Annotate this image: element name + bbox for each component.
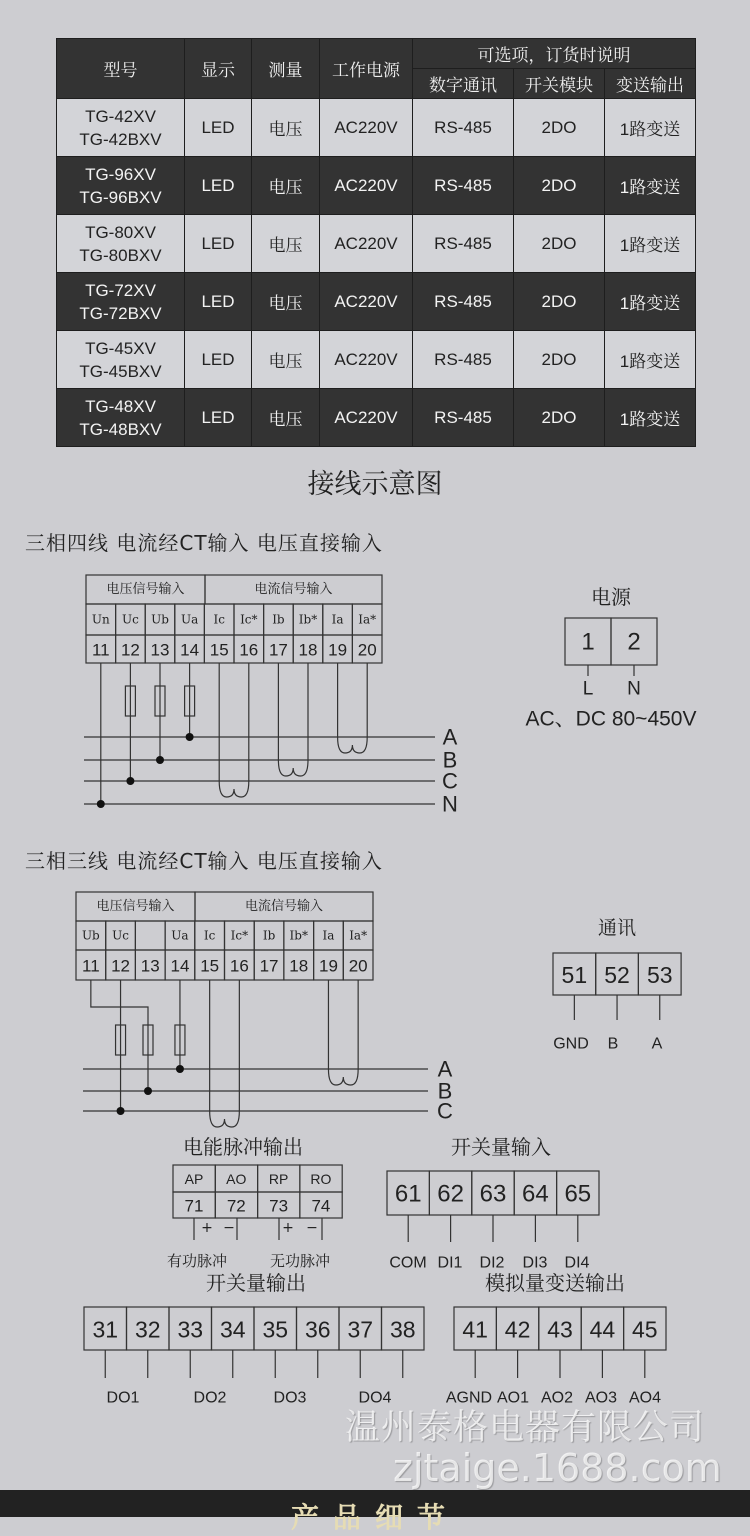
signal-label: RP [268,1171,289,1187]
model-name: TG-96XV [85,164,156,184]
signal-label: Ic* [240,612,258,627]
terminal-number: 13 [140,956,160,976]
terminal-number: 12 [111,956,131,976]
cell-power: AC220V [320,331,413,389]
group-label: 电压信号输入 [96,899,175,914]
header-comm: 数字通讯 [413,69,514,99]
terminal-number: 42 [504,1316,531,1343]
cell-power: AC220V [320,99,413,157]
terminal-number: 72 [226,1196,246,1216]
terminal-number: 16 [239,640,259,660]
cell-display: LED [185,389,252,447]
junction-dot [176,1065,184,1073]
junction-dot [97,800,105,808]
terminal-number: 41 [462,1316,488,1343]
terminal-number: 37 [347,1316,374,1343]
group-label: 电流信号输入 [254,582,333,597]
model-name: TG-48XV [85,396,156,416]
terminal-number: 65 [564,1180,592,1208]
ao-label: AO2 [540,1389,574,1407]
cell-display: LED [185,331,252,389]
pulse-title: 电能脉冲输出 [183,1135,303,1159]
ct-coil [210,1111,240,1127]
terminal-number: 19 [318,956,338,976]
di-label: DI4 [564,1254,590,1272]
signal-label: Ua [171,928,189,943]
polarity-sign: − [223,1220,235,1236]
comm-label: B [607,1035,619,1053]
terminal-number: 19 [328,640,348,660]
ao-label: AGND [445,1389,493,1407]
phase-label: B [442,747,458,773]
cell-switch: 2DO [514,389,605,447]
junction-dot [117,1107,125,1115]
terminal-number: 74 [311,1196,331,1216]
signal-label: Uc [112,928,129,943]
cell-power: AC220V [320,273,413,331]
cell-switch: 2DO [514,273,605,331]
ct-coil [338,737,368,753]
signal-label: AO [226,1171,247,1187]
group-label: 电压信号输入 [106,582,185,597]
terminal-number: 62 [437,1180,464,1208]
cell-switch: 2DO [514,215,605,273]
cell-switch: 2DO [514,99,605,157]
cell-comm: RS-485 [413,215,514,273]
header-model: 型号 [57,39,185,99]
model-name: TG-80XV [85,222,156,242]
di-label: DI1 [437,1254,463,1272]
terminal-number: 15 [209,640,229,660]
polarity-sign: + [201,1220,213,1236]
model-name-b: TG-72BXV [79,303,162,323]
terminal-number: 16 [229,956,249,976]
signal-label: Ib [272,612,285,627]
terminal-number: 18 [289,956,309,976]
signal-label: Ia [331,612,344,627]
signal-label: Ub [81,928,100,943]
terminal-number: 2 [627,628,641,656]
power-label: L [582,678,594,700]
terminal-number: 17 [259,956,279,976]
signal-label: Uc [121,612,139,627]
comm-label: GND [553,1035,589,1053]
terminal-number: 31 [92,1316,119,1343]
header-transmit: 变送输出 [605,69,696,99]
ao-label: AO1 [496,1389,530,1407]
signal-label: Ia* [358,612,377,627]
terminal-number: 53 [646,962,673,988]
cell-transmit: 1路变送 [605,331,696,389]
terminal-number: 34 [219,1316,246,1343]
phase-label: N [442,791,458,817]
header-options: 可选项，订货时说明 [413,39,696,69]
signal-label: Ua [180,612,199,627]
phase-label: C [437,1098,453,1124]
ao-label: AO4 [628,1389,662,1407]
power-title: 电源 [591,585,631,609]
model-name-b: TG-48BXV [79,419,162,439]
model-name: TG-72XV [85,280,156,300]
phase-label: A [437,1056,453,1082]
footer-band [0,1490,750,1534]
header-power: 工作电源 [320,39,413,99]
terminal-number: 64 [522,1180,549,1208]
pulse-label: 无功脉冲 [269,1252,331,1270]
ct-coil [328,1069,358,1085]
terminal-number: 12 [120,640,140,660]
diagram1-title: 三相四线 电流经CT输入 电压直接输入 [25,531,383,555]
terminal-number: 11 [91,640,110,660]
section-title: 接线示意图 [307,469,443,500]
terminal-number: 61 [394,1180,422,1208]
power-spec: AC、DC 80~450V [525,707,697,731]
cell-comm: RS-485 [413,157,514,215]
terminal-number: 14 [180,640,200,660]
di-label: COM [389,1254,427,1272]
model-name-b: TG-80BXV [79,245,162,265]
watermark-site: zjtaige.1688.com [393,1446,722,1490]
model-name: TG-45XV [85,338,156,358]
polarity-sign: + [282,1220,294,1236]
terminal-number: 63 [479,1180,507,1208]
signal-label: Ia* [349,928,368,943]
signal-label: RO [310,1171,332,1187]
model-name: TG-42XV [85,106,156,126]
cell-power: AC220V [320,389,413,447]
diagram2-title: 三相三线 电流经CT输入 电压直接输入 [25,849,383,873]
signal-label: Ic [203,928,216,943]
do-label: DO1 [106,1389,140,1407]
phase-label: C [442,768,458,794]
signal-label: Ib* [289,928,308,943]
header-measure: 测量 [252,39,320,99]
comm-title: 通讯 [597,917,637,939]
phase-label: A [442,724,458,750]
terminal-number: 1 [581,628,595,656]
cell-transmit: 1路变送 [605,389,696,447]
watermark-company: 温州泰格电器有限公司 [345,1408,706,1448]
cell-display: LED [185,215,252,273]
signal-label: AP [184,1171,204,1187]
terminal-number: 20 [348,956,368,976]
group-label: 电流信号输入 [244,899,324,914]
terminal-number: 20 [357,640,377,660]
cell-transmit: 1路变送 [605,215,696,273]
cell-display: LED [185,99,252,157]
cell-comm: RS-485 [413,389,514,447]
signal-cell [135,921,165,950]
di-label: DI2 [479,1254,505,1272]
cell-transmit: 1路变送 [605,157,696,215]
power-label: N [627,678,641,700]
terminal-number: 43 [547,1316,573,1343]
wire [91,980,148,1091]
di-title: 开关量输入 [451,1135,551,1159]
terminal-number: 38 [389,1316,416,1343]
di-label: DI3 [522,1254,548,1272]
signal-label: Ic [213,612,225,627]
model-name-b: TG-42BXV [79,129,162,149]
ao-title: 模拟量变送输出 [485,1271,625,1295]
terminal-number: 32 [134,1316,161,1343]
cell-measure: 电压 [252,389,320,447]
signal-label: Un [91,612,110,627]
model-name-b: TG-45BXV [79,361,162,381]
terminal-number: 73 [269,1196,289,1216]
ao-label: AO3 [584,1389,618,1407]
terminal-number: 11 [82,956,100,976]
signal-label: Ib* [298,612,318,627]
cell-measure: 电压 [252,157,320,215]
header-display: 显示 [185,39,252,99]
junction-dot [126,777,134,785]
cell-display: LED [185,273,252,331]
terminal-number: 33 [177,1316,204,1343]
comm-label: A [651,1035,663,1053]
signal-label: Ub [151,612,169,627]
pulse-label: 有功脉冲 [166,1252,228,1270]
footer-title: 产品细节 [290,1501,459,1534]
terminal-number: 14 [170,956,190,976]
cell-power: AC220V [320,157,413,215]
cell-comm: RS-485 [413,273,514,331]
cell-comm: RS-485 [413,99,514,157]
cell-power: AC220V [320,215,413,273]
junction-dot [144,1087,152,1095]
cell-switch: 2DO [514,331,605,389]
cell-measure: 电压 [252,99,320,157]
header-switch: 开关模块 [514,69,605,99]
cell-comm: RS-485 [413,331,514,389]
terminal-number: 35 [262,1316,289,1343]
cell-display: LED [185,157,252,215]
terminal-number: 71 [184,1196,204,1216]
junction-dot [156,756,164,764]
cell-measure: 电压 [252,331,320,389]
signal-label: Ic* [230,928,249,943]
terminal-number: 51 [561,962,588,988]
junction-dot [186,733,194,741]
signal-label: Ib [262,928,276,943]
polarity-sign: − [306,1220,318,1236]
cell-transmit: 1路变送 [605,99,696,157]
terminal-number: 13 [150,640,170,660]
do-label: DO3 [273,1389,307,1407]
terminal-number: 52 [604,962,630,988]
terminal-number: 45 [632,1316,658,1343]
cell-switch: 2DO [514,157,605,215]
terminal-number: 36 [304,1316,331,1343]
phase-label: B [437,1078,453,1104]
terminal-number: 15 [200,956,220,976]
cell-measure: 电压 [252,273,320,331]
cell-transmit: 1路变送 [605,273,696,331]
do-label: DO4 [358,1389,392,1407]
signal-label: Ia [322,928,335,943]
terminal-number: 44 [589,1316,616,1343]
do-label: DO2 [193,1389,227,1407]
model-name-b: TG-96BXV [79,187,162,207]
ct-coil [219,781,249,797]
cell-measure: 电压 [252,215,320,273]
terminal-number: 17 [268,640,288,660]
terminal-number: 18 [298,640,318,660]
ct-coil [278,760,308,776]
do-title: 开关量输出 [206,1271,306,1295]
